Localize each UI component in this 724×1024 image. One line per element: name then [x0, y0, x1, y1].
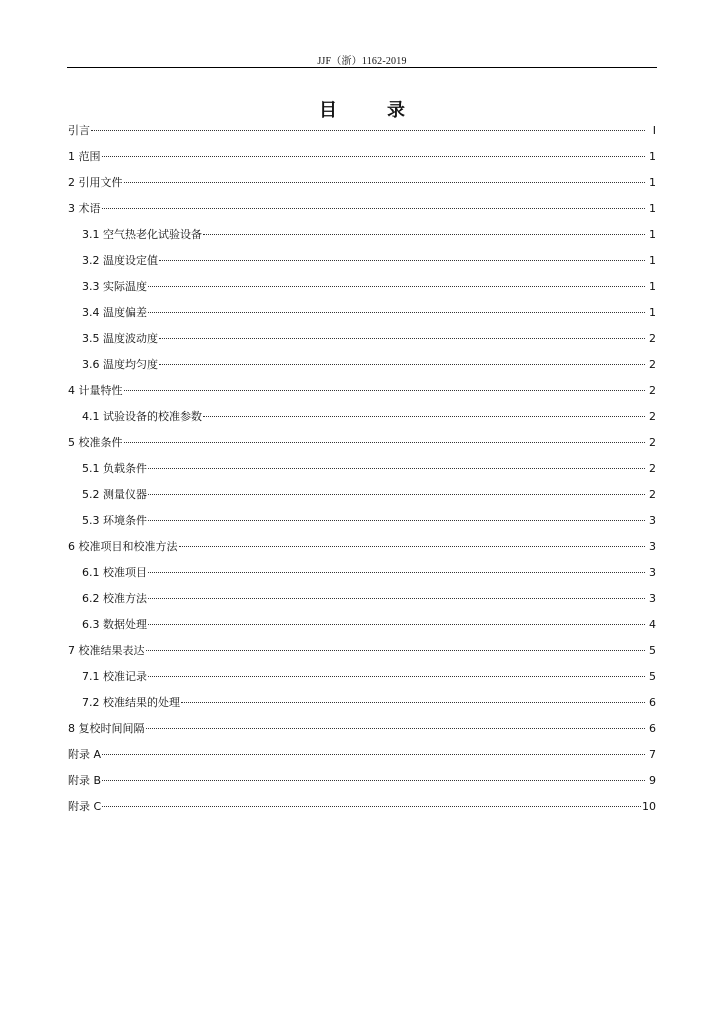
toc-dot-leader: [124, 442, 646, 443]
toc-entry[interactable]: [68, 586, 656, 612]
toc-entry-page: 2: [649, 332, 656, 345]
toc-dot-leader: [102, 806, 641, 807]
toc-entry-page: 2: [649, 410, 656, 423]
toc-entry[interactable]: [68, 170, 656, 196]
toc-entry-label: 2 引用文件: [68, 176, 123, 189]
toc-dot-leader: [148, 520, 645, 521]
toc-dot-leader: [148, 494, 645, 495]
toc-entry-page: I: [652, 124, 656, 137]
toc-entry-label: 5 校准条件: [68, 436, 123, 449]
toc-dot-leader: [181, 702, 645, 703]
toc-entry[interactable]: [68, 742, 656, 768]
toc-dot-leader: [148, 312, 645, 313]
toc-entry-page: 2: [649, 384, 656, 397]
toc-entry-page: 10: [642, 800, 656, 813]
toc-dot-leader: [148, 572, 645, 573]
toc-entry[interactable]: [68, 404, 656, 430]
toc-dot-leader: [159, 338, 645, 339]
toc-entry[interactable]: [68, 612, 656, 638]
toc-entry-label: 6.1 校准项目: [82, 566, 147, 579]
toc-dot-leader: [203, 234, 645, 235]
toc-entry-page: 5: [649, 670, 656, 683]
toc-entry[interactable]: [68, 248, 656, 274]
toc-entry-page: 1: [649, 202, 656, 215]
toc-dot-leader: [102, 156, 646, 157]
toc-entry[interactable]: [68, 508, 656, 534]
toc-entry-label: 6.2 校准方法: [82, 592, 147, 605]
toc-entry-page: 5: [649, 644, 656, 657]
toc-entry-page: 3: [649, 566, 656, 579]
toc-dot-leader: [148, 286, 645, 287]
toc-title-right: 录: [387, 100, 405, 121]
toc-entry-page: 4: [649, 618, 656, 631]
toc-title-left: 目: [319, 100, 337, 121]
toc-entry[interactable]: [68, 118, 656, 144]
toc-dot-leader: [146, 728, 646, 729]
toc-entry-label: 3.4 温度偏差: [82, 306, 147, 319]
toc-entry[interactable]: [68, 274, 656, 300]
toc-entry-page: 6: [649, 696, 656, 709]
toc-entry-label: 5.2 测量仪器: [82, 488, 147, 501]
toc-entry[interactable]: [68, 664, 656, 690]
toc-entry[interactable]: [68, 378, 656, 404]
toc-entry-label: 附录 B: [68, 774, 102, 787]
toc-entry-page: 1: [649, 176, 656, 189]
toc-entry-label: 5.3 环境条件: [82, 514, 147, 527]
toc-entry-label: 3 术语: [68, 202, 101, 215]
toc-entry-page: 6: [649, 722, 656, 735]
toc-entry[interactable]: [68, 222, 656, 248]
toc-entry-page: 1: [649, 254, 656, 267]
running-header: JJF（浙）1162-2019: [317, 56, 407, 67]
toc-entry-label: 3.2 温度设定值: [82, 254, 158, 267]
toc-entry-page: 7: [649, 748, 656, 761]
toc-entry-label: 6 校准项目和校准方法: [68, 540, 178, 553]
toc-entry-label: 7 校准结果表达: [68, 644, 145, 657]
toc-entry[interactable]: [68, 300, 656, 326]
toc-dot-leader: [102, 780, 645, 781]
toc-entry-page: 1: [649, 228, 656, 241]
toc-entry-page: 2: [649, 358, 656, 371]
toc-dot-leader: [203, 416, 645, 417]
toc-entry-label: 7.1 校准记录: [82, 670, 147, 683]
toc-dot-leader: [148, 624, 645, 625]
toc-entry[interactable]: [68, 430, 656, 456]
toc-entry[interactable]: [68, 638, 656, 664]
toc-entry-page: 2: [649, 488, 656, 501]
toc-entry-page: 3: [649, 540, 656, 553]
toc-dot-leader: [159, 260, 645, 261]
toc-entry[interactable]: [68, 456, 656, 482]
toc-dot-leader: [91, 130, 645, 131]
toc-dot-leader: [179, 546, 646, 547]
toc-entry-page: 3: [649, 592, 656, 605]
toc-entry-page: 9: [649, 774, 656, 787]
toc-dot-leader: [148, 598, 645, 599]
toc-dot-leader: [148, 676, 645, 677]
toc-entry[interactable]: [68, 326, 656, 352]
toc-entry-label: 引言: [68, 124, 90, 137]
toc-entry[interactable]: [68, 196, 656, 222]
toc-entry-label: 4.1 试验设备的校准参数: [82, 410, 202, 423]
toc-dot-leader: [124, 390, 646, 391]
toc-entry-page: 1: [649, 280, 656, 293]
table-of-contents: [68, 118, 656, 820]
toc-entry-label: 3.3 实际温度: [82, 280, 147, 293]
toc-entry[interactable]: [68, 482, 656, 508]
toc-entry[interactable]: [68, 716, 656, 742]
toc-entry-label: 1 范围: [68, 150, 101, 163]
toc-dot-leader: [146, 650, 646, 651]
toc-entry-label: 8 复校时间间隔: [68, 722, 145, 735]
toc-entry-page: 2: [649, 462, 656, 475]
toc-entry[interactable]: [68, 690, 656, 716]
toc-entry-label: 附录 C: [68, 800, 102, 813]
toc-dot-leader: [102, 208, 646, 209]
toc-entry-label: 6.3 数据处理: [82, 618, 147, 631]
toc-entry[interactable]: [68, 352, 656, 378]
toc-entry[interactable]: [68, 534, 656, 560]
toc-entry-label: 附录 A: [68, 748, 102, 761]
header-rule: [67, 67, 657, 68]
toc-dot-leader: [159, 364, 645, 365]
toc-entry-page: 1: [649, 150, 656, 163]
toc-entry-label: 3.1 空气热老化试验设备: [82, 228, 202, 241]
toc-entry-label: 5.1 负载条件: [82, 462, 147, 475]
toc-entry[interactable]: [68, 560, 656, 586]
toc-entry-label: 4 计量特性: [68, 384, 123, 397]
toc-entry[interactable]: [68, 768, 656, 794]
toc-dot-leader: [124, 182, 646, 183]
toc-entry-label: 3.5 温度波动度: [82, 332, 158, 345]
toc-entry[interactable]: [68, 144, 656, 170]
toc-dot-leader: [102, 754, 645, 755]
toc-entry-page: 1: [649, 306, 656, 319]
toc-entry-page: 3: [649, 514, 656, 527]
toc-entry-label: 3.6 温度均匀度: [82, 358, 158, 371]
toc-entry-label: 7.2 校准结果的处理: [82, 696, 180, 709]
toc-entry-page: 2: [649, 436, 656, 449]
toc-dot-leader: [148, 468, 645, 469]
toc-entry[interactable]: [68, 794, 656, 820]
